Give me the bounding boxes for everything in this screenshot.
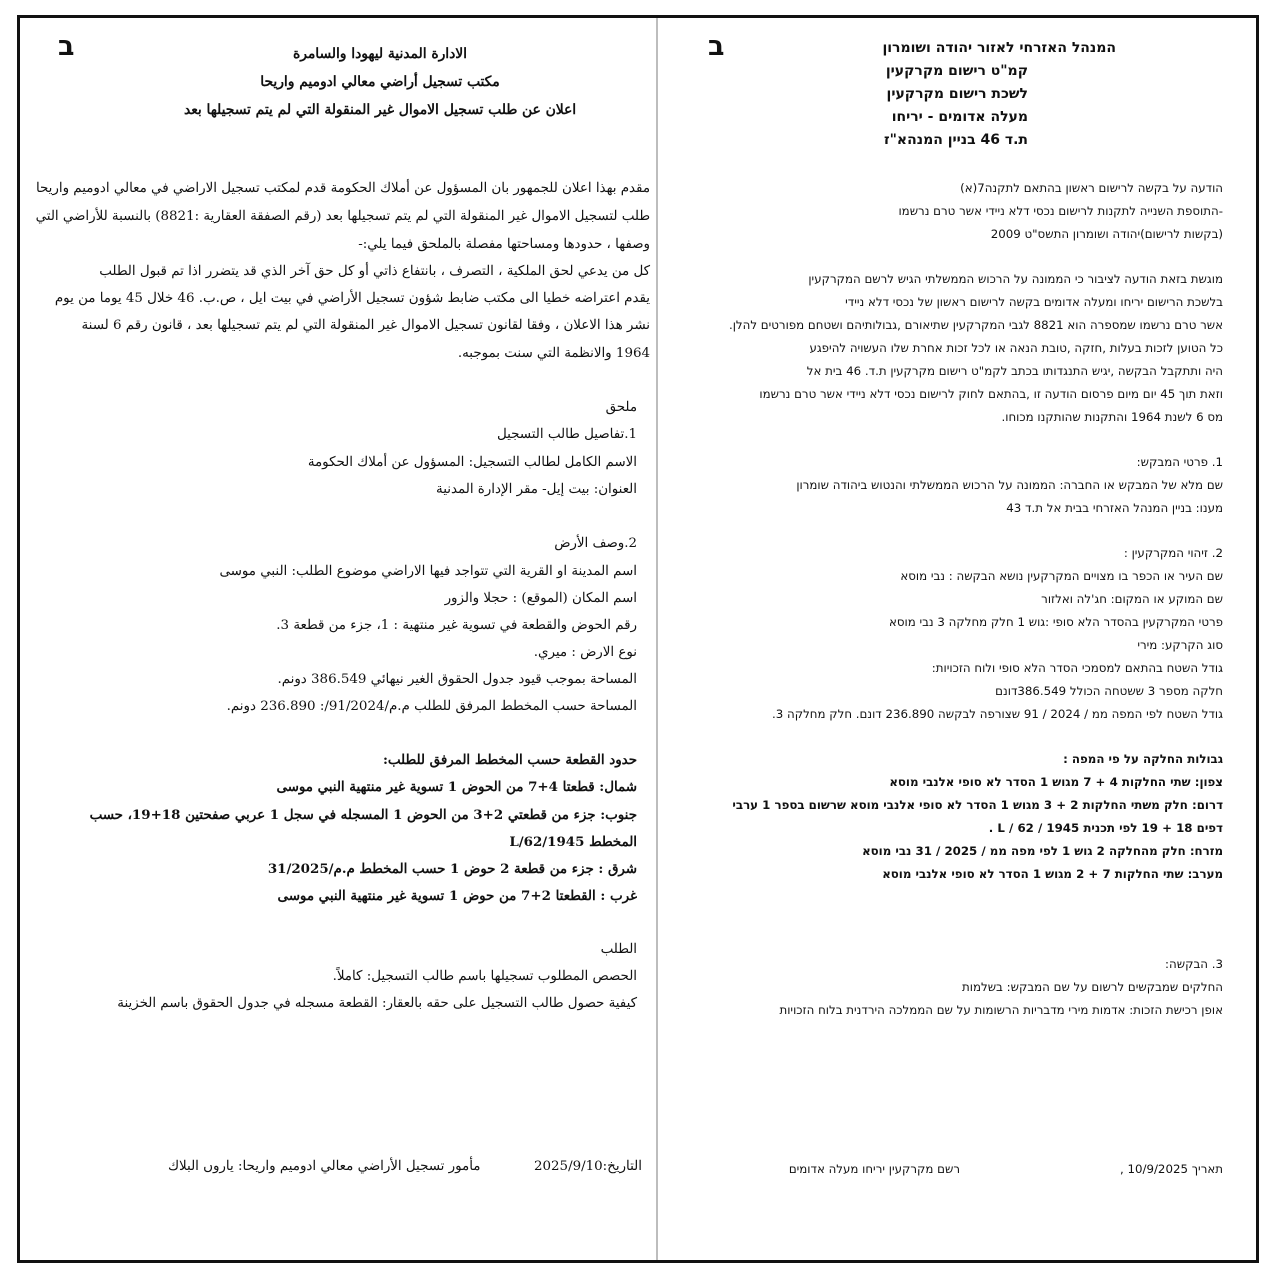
ar-borders-heading: حدود القطعة حسب المخطط المرفق للطلب: — [382, 752, 637, 768]
he-body-line: וזאת תוך 45 יום מיום פרסום הודעה זו ,בהתאם לחוק לרישום נכסי דלא ניידי אשר טרם נרשמו — [759, 387, 1223, 401]
he-body-line: אשר טרם נרשמו שמספרה הוא 8821 לגבי המקרקעין שתיאורם ,גבולותיהם ושטחם מפורטים להלן. — [728, 318, 1223, 332]
ar-land-heading: 2.وصف الأرض — [554, 536, 637, 551]
ar-land-line: رقم الحوض والقطعة في تسوية غير منتهية : 1، جزء من قطعة 3. — [276, 618, 637, 633]
he-land-line: סוג הקרקע: מירי — [1137, 638, 1223, 652]
ar-intro-line: طلب لتسجيل الاموال غير المنقولة التي لم يتم تسجيلها بعد (رقم الصفقة العقارية :8821) بالنسبة للأراضي التي — [35, 209, 650, 224]
ar-land-line: اسم المكان (الموقع) : حجلا والزور — [444, 591, 637, 606]
he-header-line-2: קמ"ט רישום מקרקעין — [885, 63, 1028, 79]
ar-land-line: المساحة بموجب قيود جدول الحقوق الغير نيهائي 386.549 دونم. — [277, 672, 637, 687]
ar-intro-line: نشر هذا الاعلان ، وفقا لقانون تسجيل الاموال غير المنقولة التي لم يتم تسجيلها بعد ، قانون رقم 6 لسنة — [81, 318, 650, 333]
he-land-line: פרטי המקרקעין בהסדר הלא סופי :גוש 1 חלק מחלקה 3 נבי מוסא — [888, 615, 1223, 629]
page-frame — [17, 15, 1259, 1263]
he-notice-line: הודעה על בקשה לרישום ראשון בהתאם לתקנה7(א) — [960, 181, 1223, 195]
ar-date: التاريخ:2025/9/10 — [534, 1159, 642, 1174]
he-land-line: שם העיר או הכפר בו מצויים המקרקעין נושא הבקשה : נבי מוסא — [900, 569, 1223, 583]
corner-letter-left: ב — [58, 31, 75, 62]
ar-border-west: غرب : القطعتا 2+7 من حوض 1 تسوية غير منتهية النبي موسى — [277, 888, 637, 904]
he-land-heading: 2. זיהוי המקרקעין : — [1123, 546, 1223, 560]
ar-applicant-heading: 1.تفاصيل طالب التسجيل — [496, 427, 637, 442]
he-request-shares: החלקים שמבקשים לרשום על שם המבקש: בשלמות — [962, 980, 1223, 994]
he-date: תאריך 10/9/2025 , — [1119, 1162, 1223, 1176]
he-applicant-heading: 1. פרטי המבקש: — [1136, 455, 1223, 469]
ar-applicant-address: العنوان: بيت إيل- مقر الإدارة المدنية — [436, 482, 637, 497]
he-border-east: מזרח: חלק מהחלקה 2 גוש 1 לפי מפה ממ / 2025 / 31 נבי מוסא — [862, 844, 1223, 858]
he-header-line-1: המנהל האזרחי לאזור יהודה ושומרון — [882, 40, 1116, 56]
he-body-line: היה ותתקבל הבקשה ,יגיש התנגדותו בכתב לקמ"ט רישום מקרקעין ת.ד. 46 בית אל — [806, 364, 1223, 378]
he-applicant-name: שם מלא של המבקש או החברה: הממונה על הרכוש הממשלתי והנטוש ביהודה שומרון — [796, 478, 1223, 492]
he-request-heading: 3. הבקשה: — [1165, 957, 1223, 971]
ar-border-north: شمال: قطعتا 4+7 من الحوض 1 تسوية غير منتهية النبي موسى — [276, 779, 637, 795]
ar-header-line-2: مكتب تسجيل أراضي معالي ادوميم واريحا — [260, 74, 500, 90]
ar-request-heading: الطلب — [600, 942, 637, 957]
he-body-line: כל הטוען לזכות בעלות ,חזקה ,טובת הנאה או לכל זכות אחרת שלו העשויה להיפגע — [809, 341, 1223, 355]
he-border-north: צפון: שתי החלקות 4 + 7 מגוש 1 הסדר לא סופי אלנבי מוסא — [889, 775, 1223, 789]
he-land-line: שם המוקע או המקום: חג'לה ואלזור — [1041, 592, 1223, 606]
ar-border-south-cont: المخطط L/62/1945 — [509, 834, 637, 850]
he-land-line: גודל השטח לפי המפה ממ / 2024 / 91 שצורפה לבקשה 236.890 דונם. חלק מחלקה 3. — [771, 707, 1223, 721]
ar-request-acquisition: كيفية حصول طالب التسجيل على حقه بالعقار: القطعة مسجله في جدول الحقوق باسم الخزينة — [117, 996, 637, 1011]
he-borders-heading: גבולות החלקה על פי המפה : — [1063, 752, 1223, 766]
ar-land-line: اسم المدينة او القرية التي تتواجد فيها الاراضي موضوع الطلب: النبي موسى — [219, 564, 637, 579]
he-applicant-address: מענו: בניין המנהל האזרחי בבית אל ת.ד 43 — [1006, 501, 1223, 515]
he-header-line-3: לשכת רישום מקרקעין — [886, 86, 1028, 102]
column-divider — [656, 18, 658, 1260]
ar-signature: مأمور تسجيل الأراضي معالي ادوميم واريحا: ياروں البلاك — [168, 1159, 481, 1174]
corner-letter-right: ב — [708, 31, 725, 62]
ar-appendix-heading: ملحق — [605, 400, 637, 415]
he-border-south-cont: דפים 18 + 19 לפי תכנית 1945 / 62 / L . — [988, 821, 1223, 835]
he-body-line: בלשכת הרישום יריחו ומעלה אדומים בקשה לרישום ראשון של נכסי דלא ניידי — [845, 295, 1223, 309]
he-land-line: גודל השטח בהתאם למסמכי הסדר הלא סופי ולוח הזכויות: — [931, 661, 1223, 675]
he-signature: רשם מקרקעין יריחו מעלה אדומים — [788, 1162, 960, 1176]
ar-intro-line: 1964 والانظمة التي سنت بموجبه. — [457, 346, 650, 361]
ar-request-shares: الحصص المطلوب تسجيلها باسم طالب التسجيل: كاملاً. — [332, 969, 637, 984]
he-border-south: דרום: חלק משתי החלקות 2 + 3 מגוש 1 הסדר לא סופי אלנבי מוסא שרשום בספר 1 ערבי — [732, 798, 1223, 812]
he-notice-line: -התוספת השנייה לתקנות לרישום נכסי דלא ניידי אשר טרם נרשמו — [898, 204, 1223, 218]
he-border-west: מערב: שתי החלקות 7 + 2 מגוש 1 הסדר לא סופי אלנבי מוסא — [882, 867, 1223, 881]
he-notice-line: (בקשות לרישום)יהודה ושומרון התשס"ט 2009 — [990, 227, 1223, 241]
ar-header-line-1: الادارة المدنية ليهودا والسامرة — [293, 46, 467, 62]
ar-intro-line: كل من يدعي لحق الملكية ، التصرف ، بانتفاع ذاتي أو كل حق آخر الذي قد يتضرر اذا تم قبول الطلب — [99, 264, 650, 279]
he-request-acquisition: אופן רכישת הזכות: אדמות מירי מדבריות הרשומות על שם הממלכה הירדנית בלוח הזכויות — [779, 1003, 1223, 1017]
he-body-line: מס 6 לשנת 1964 והתקנות שהותקנו מכוחו. — [1001, 410, 1223, 424]
ar-border-east: شرق : جزء من قطعة 2 حوض 1 حسب المخطط م.م/31/2025 — [267, 861, 637, 877]
ar-border-south: جنوب: جزء من قطعتي 2+3 من الحوض 1 المسجله في سجل 1 عربي صفحتين 18+19، حسب — [89, 807, 637, 823]
he-land-line: חלקה מספר 3 ששטחה הכולל 386.549דונם — [995, 684, 1223, 698]
ar-applicant-name: الاسم الكامل لطالب التسجيل: المسؤول عن أملاك الحكومة — [307, 455, 637, 470]
ar-intro-line: وصفها ، حدودها ومساحتها مفصلة بالملحق فيما يلي:- — [358, 237, 650, 252]
he-header-line-5: ת.ד 46 בניין המנהא"ז — [884, 132, 1028, 148]
ar-intro-line: مقدم بهذا اعلان للجمهور بان المسؤول عن أملاك الحكومة قدم لمكتب تسجيل الاراضي في معالي ادوميم واريحا — [35, 181, 650, 196]
ar-header-line-3: اعلان عن طلب تسجيل الاموال غير المنقولة التي لم يتم تسجيلها بعد — [183, 102, 577, 118]
ar-intro-line: يقدم اعتراضه خطيا الى مكتب ضابط شؤون تسجيل الأراضي في بيت ايل ، ص.ب. 46 خلال 45 يوما من يوم — [54, 291, 650, 306]
ar-land-line: نوع الارض : ميري. — [533, 645, 637, 660]
he-body-line: מוגשת בזאת הודעה לציבור כי הממונה על הרכוש הממשלתי הגיש לרשם המקרקעין — [808, 272, 1223, 286]
he-header-line-4: מעלה אדומים - יריחו — [891, 109, 1028, 125]
ar-land-line: المساحة حسب المخطط المرفق للطلب م.م/91/2024/: 236.890 دونم. — [226, 699, 637, 714]
